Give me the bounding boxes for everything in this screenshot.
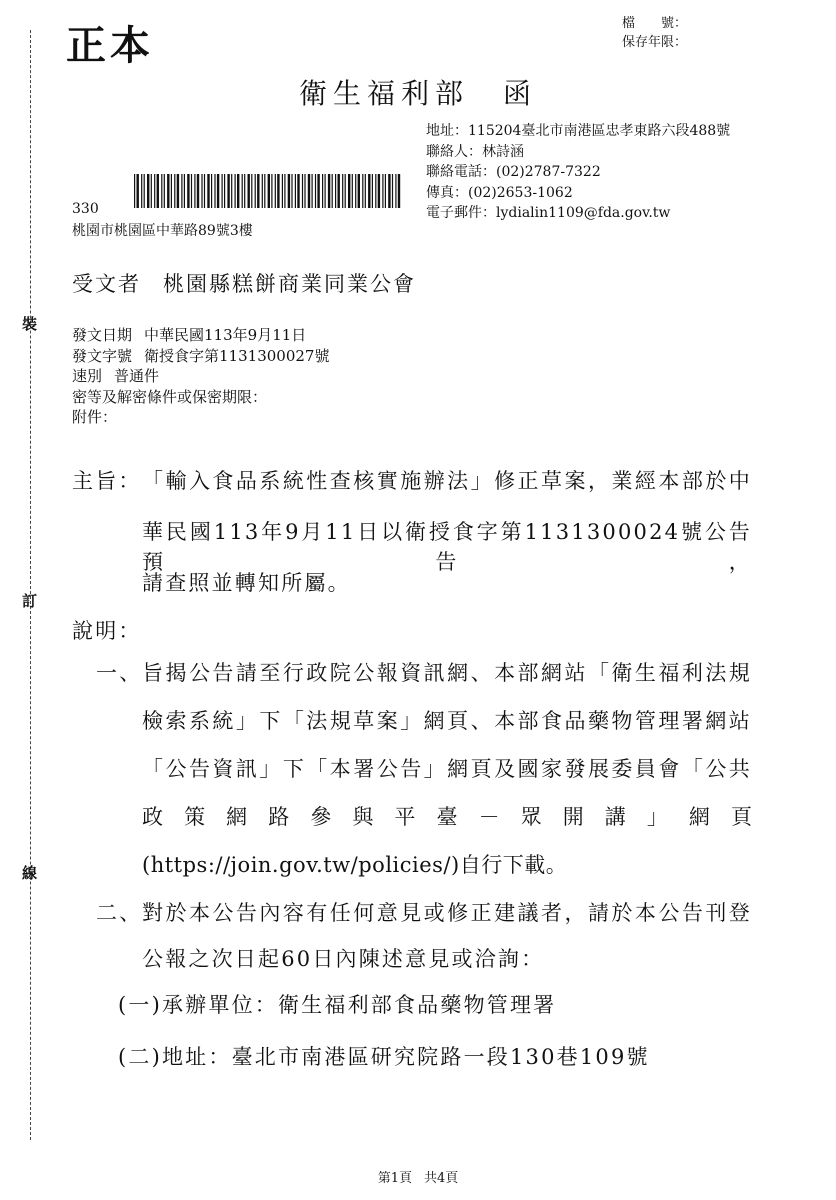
contact-phone: 聯絡電話：(02)2787-7322	[426, 164, 601, 180]
barcode-bar	[372, 174, 373, 208]
item-1-line-3: 「公告資訊」下「本署公告」網頁及國家發展委員會「公共	[142, 757, 752, 781]
barcode-bar	[282, 174, 283, 208]
barcode-bar	[207, 174, 209, 208]
barcode-bar	[167, 174, 169, 208]
recipient-name: 桃園縣糕餅商業同業公會	[163, 272, 416, 296]
barcode-bar	[147, 174, 149, 208]
barcode-bar	[231, 174, 232, 208]
barcode-bar	[255, 174, 256, 208]
contact-fax: 傳真：(02)2653-1062	[426, 184, 573, 201]
item-1-line-2: 檢索系統」下「法規草案」網頁、本部食品藥物管理署網站	[142, 709, 752, 733]
item-1-line-1: 旨揭公告請至行政院公報資訊網、本部網站「衛生福利法規	[142, 661, 752, 685]
barcode-bar	[242, 174, 243, 208]
item-2-line-1: 對於本公告內容有任何意見或修正建議者，請於本公告刊登	[142, 901, 752, 925]
barcode-bar	[291, 174, 292, 208]
dispatch-meta	[72, 325, 329, 428]
ref-value: 衛授食字第1131300027號	[144, 346, 330, 365]
barcode-bar	[312, 174, 313, 208]
recipient-postal-address: 桃園市桃園區中華路89號3樓	[72, 223, 253, 239]
barcode-bar	[227, 174, 229, 208]
barcode-bar	[268, 174, 270, 208]
barcode-bar	[335, 174, 336, 208]
barcode-bar	[184, 174, 185, 208]
barcode-bar	[177, 174, 179, 208]
attachment-label: 附件：	[72, 408, 118, 426]
barcode-bar	[284, 174, 285, 208]
barcode-bar	[187, 174, 189, 208]
barcode-bar	[161, 174, 162, 208]
barcode-bar	[181, 174, 182, 208]
subject-line-2: 華民國113年9月11日以衛授食字第1131300024號公告預告，	[142, 520, 752, 574]
barcode-bar	[222, 174, 223, 208]
barcode-bar	[288, 174, 290, 208]
barcode-bar	[398, 174, 400, 208]
item-2-sub-1: (一)承辦單位：衛生福利部食品藥物管理署	[118, 993, 557, 1017]
barcode-bar	[358, 174, 360, 208]
binding-mark-zhuang: 裝	[22, 315, 38, 333]
sender-address: 地址：115204臺北市南港區忠孝東路六段488號	[426, 123, 731, 139]
subject-line-1: 「輸入食品系統性查核實施辦法」修正草案，業經本部於中	[142, 469, 752, 493]
barcode-bar	[211, 174, 212, 208]
file-number-label: 檔 號：	[622, 16, 688, 31]
barcode-bar	[345, 174, 346, 208]
barcode-bar	[248, 174, 250, 208]
barcode-bar	[264, 174, 265, 208]
barcode-bar	[151, 174, 152, 208]
barcode-bar	[217, 174, 219, 208]
barcode-bar	[271, 174, 272, 208]
barcode-bar	[201, 174, 202, 208]
barcode-bar	[385, 174, 386, 208]
barcode-bar	[257, 174, 259, 208]
barcode-bar	[382, 174, 383, 208]
barcode-bar	[197, 174, 199, 208]
ref-label: 發文字號	[72, 346, 133, 365]
barcode-bar	[368, 174, 370, 208]
barcode-bar	[355, 174, 356, 208]
item-2-number: 二、	[96, 901, 143, 925]
barcode-bar	[395, 174, 396, 208]
barcode-bar	[322, 174, 323, 208]
recipient-label: 受文者	[72, 272, 141, 296]
postal-barcode	[134, 174, 404, 208]
barcode-bar	[164, 174, 165, 208]
binding-line	[30, 30, 31, 1140]
barcode-bar	[214, 174, 215, 208]
barcode-bar	[362, 174, 363, 208]
recipient-line	[72, 268, 416, 298]
speed-value: 普通件	[114, 367, 160, 385]
barcode-bar	[194, 174, 195, 208]
barcode-bar	[375, 174, 376, 208]
barcode-bar	[141, 174, 142, 208]
barcode-bar	[204, 174, 205, 208]
binding-mark-xian: 線	[22, 864, 38, 882]
barcode-bar	[308, 174, 310, 208]
barcode-bar	[191, 174, 192, 208]
barcode-bar	[388, 174, 390, 208]
subject-line-3: 請查照並轉知所屬。	[142, 571, 351, 595]
barcode-bar	[137, 174, 139, 208]
barcode-bar	[328, 174, 330, 208]
barcode-bar	[295, 174, 296, 208]
barcode-bar	[365, 174, 366, 208]
barcode-bar	[134, 174, 135, 208]
secrecy-label: 密等及解密條件或保密期限：	[72, 387, 268, 406]
barcode-bar	[144, 174, 145, 208]
barcode-bar	[348, 174, 350, 208]
original-copy-stamp: 正本	[66, 22, 154, 69]
item-1-number: 一、	[96, 661, 143, 685]
recipient-zip: 330	[72, 201, 99, 217]
barcode-bar	[317, 174, 319, 208]
item-1-url-line: (https://join.gov.tw/policies/)自行下載。	[142, 853, 568, 877]
barcode-bar	[237, 174, 239, 208]
barcode-bar	[251, 174, 252, 208]
barcode-bar	[352, 174, 353, 208]
item-1-line-4: 政策網路參與平臺－眾開講」網頁	[142, 805, 752, 829]
barcode-bar	[325, 174, 326, 208]
contact-email: 電子郵件：lydialin1109@fda.gov.tw	[426, 205, 671, 221]
speed-label: 速別	[72, 367, 103, 385]
barcode-bar	[342, 174, 343, 208]
barcode-bar	[297, 174, 299, 208]
barcode-bar	[338, 174, 340, 208]
barcode-bar	[171, 174, 172, 208]
barcode-bar	[275, 174, 276, 208]
barcode-bar	[277, 174, 279, 208]
item-2-line-2: 公報之次日起60日內陳述意見或洽詢：	[142, 947, 545, 971]
barcode-bar	[332, 174, 333, 208]
barcode-bar	[302, 174, 303, 208]
barcode-bar	[378, 174, 380, 208]
file-info	[622, 14, 687, 52]
explanation-label: 說明：	[72, 619, 142, 643]
page-number: 第1頁	[377, 1171, 412, 1186]
retention-period-label: 保存年限：	[622, 35, 688, 50]
barcode-bar	[244, 174, 245, 208]
contact-person: 聯絡人：林詩涵	[426, 143, 524, 160]
page-total: 共4頁	[424, 1171, 459, 1186]
barcode-bar	[392, 174, 393, 208]
binding-mark-ding: 訂	[22, 592, 38, 610]
barcode-bar	[262, 174, 263, 208]
item-2-sub-2: (二)地址：臺北市南港區研究院路一段130巷109號	[118, 1045, 650, 1069]
page-footer	[0, 1167, 836, 1186]
barcode-bar	[154, 174, 155, 208]
barcode-bar	[235, 174, 236, 208]
barcode-bar	[157, 174, 159, 208]
barcode-bar	[174, 174, 175, 208]
document-title: 衛生福利部 函	[298, 77, 537, 110]
barcode-bar	[315, 174, 316, 208]
date-label: 發文日期	[72, 326, 133, 344]
subject-label: 主旨：	[72, 469, 142, 493]
sender-contact-block	[426, 121, 730, 224]
barcode-bar	[304, 174, 305, 208]
barcode-bar	[224, 174, 225, 208]
date-value: 中華民國113年9月11日	[144, 326, 307, 344]
